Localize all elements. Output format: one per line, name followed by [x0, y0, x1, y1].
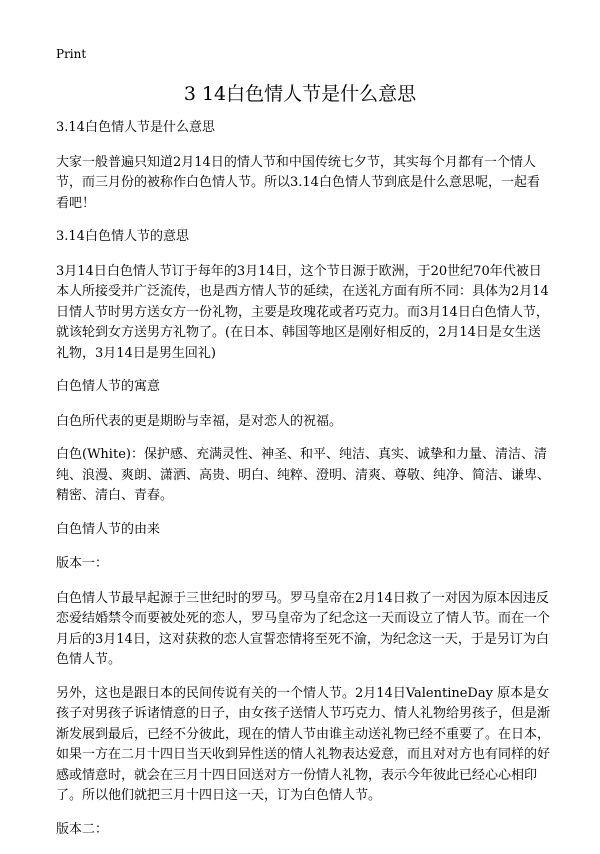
version-heading: 版本二： [56, 821, 109, 837]
section-heading: 白色情人节的寓意 [56, 379, 161, 394]
section-heading: 3.14白色情人节的意思 [56, 229, 189, 244]
paragraph: 3月14日白色情人节订于每年的3月14日，这个节日源于欧洲，于20世纪70年代被日本人所接受并广泛流传，也是西方情人节的延续，在送礼方面有所不同：具体为2月14日情人节时男方送女方一份礼物，主要是玫瑰花或者巧克力。而3月14日白色情人节，就该轮到女方送男方礼物了。(在日本、韩国等地区是刚好相反的，2月14日是女生送礼物，3月14日是男生回礼) [56, 263, 549, 361]
document-title: 3 14白色情人节是什么意思 [183, 83, 417, 105]
paragraph: 白色所代表的更是期盼与幸福，是对恋人的祝福。 [56, 413, 343, 429]
paragraph: 另外，这也是跟日本的民间传说有关的一个情人节。2月14日ValentineDay 原本是女孩子对男孩子诉诸情意的日子，由女孩子送情人节巧克力、情人礼物给男孩子，但是渐渐发展到最后，已经不分彼此，现在的情人节由谁主动送礼物已经不重要了。在日本，如果一方在二月十四日当天收到异性送的情人礼物表达爱意，而且对对方也有同样的好感或情意时，就会在三月十四日回送对方一份情人礼物，表示今年彼此已经心心相印了。所以他们就把三月十四日这一天，订为白色情人节。 [56, 685, 551, 803]
section-heading: 白色情人节的由来 [56, 521, 161, 537]
paragraph: 白色(White)：保护感、充满灵性、神圣、和平、纯洁、真实、诚挚和力量、清洁、清纯、浪漫、爽朗、潇洒、高贵、明白、纯粹、澄明、清爽、尊敬、纯净、简洁、谦卑、精密、清白、青春。 [56, 447, 551, 503]
print-link[interactable]: Print [56, 47, 87, 61]
paragraph: 大家一般普遍只知道2月14日的情人节和中国传统七夕节，其实每个月都有一个情人节，而三月份的被称作白色情人节。所以3.14白色情人节到底是什么意思呢，一起看看吧！ [56, 154, 540, 211]
article-body [56, 118, 550, 854]
paragraph: 白色情人节最早起源于三世纪时的罗马。罗马皇帝在2月14日救了一对因为原本因违反恋爱结婚禁令而要被处死的恋人，罗马皇帝为了纪念这一天而设立了情人节。而在一个月后的3月14日，这对获救的恋人宣誓恋情将至死不渝，为纪念这一天，于是另订为白色情人节。 [56, 590, 551, 667]
version-heading: 版本一： [56, 556, 109, 571]
section-heading: 3.14白色情人节是什么意思 [56, 120, 215, 135]
